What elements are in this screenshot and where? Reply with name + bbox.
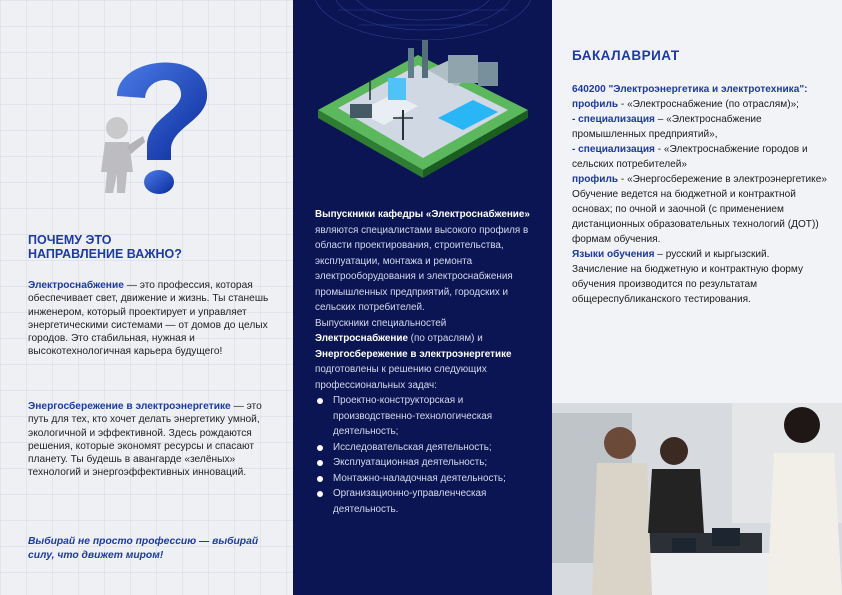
profile-text: - «Энергосбережение в электроэнергетике» [618,174,827,185]
title-line-2: НАПРАВЛЕНИЕ ВАЖНО? [28,247,182,261]
left-panel [0,0,293,595]
text-energy-saving: — это путь для тех, кто хочет делать энергетику умной, экологичной и эффективной. Здесь рождаются решения, которые экономят ресурсы и спасают планету. Ты будешь в авангарде «зелёных» технологий и энергоэффективных инноваций. [28,401,262,479]
specialization-label: - специализация [572,114,655,125]
languages-label: Языки обучения [572,249,655,260]
list-item: Организационно-управленческая деятельность. [315,486,537,517]
specialization-text: – «Электроснабжение промышленных предприятий», [572,114,762,140]
grad-spec-2: Энергосбережение в электроэнергетике [315,348,512,360]
tasks-list [315,393,537,517]
graduates-text [315,207,537,517]
profile-text: - «Электроснабжение (по отраслям)»; [618,99,799,110]
grad-lead: Выпускники специальностей [315,317,447,329]
list-item: Исследовательская деятельность; [315,440,537,456]
grad-spec-1: Электроснабжение [315,333,408,344]
profile-label: профиль [572,99,619,110]
term-energy-saving: Энергосбережение в электроэнергетике [28,401,231,412]
list-item: Эксплуатационная деятельность; [315,455,537,471]
text-power-supply: — это профессия, которая обеспечивает свет, движение и жизнь. Ты станешь инженером, который проектирует и управляет энергетическими системами — от домов до целых городов. Это стабильная, нужная и высокотехнологичная карьера будущего! [28,280,269,358]
grad-tail: подготовлены к решению следующих профессиональных задач: [315,364,487,391]
intro-bold: Выпускники кафедры «Электроснабжение» [315,209,530,220]
middle-panel [293,0,552,595]
paragraph-energy-saving [28,400,273,480]
students-lab-photo [552,403,842,595]
term-power-supply: Электроснабжение [28,280,124,291]
right-panel [552,0,842,595]
section-title [28,233,268,261]
languages-text: – русский и кыргызский. [654,249,770,260]
bachelor-info [572,82,830,307]
program-code: 640200 "Электроэнергетика и электротехника": [572,84,808,95]
profile-label: профиль [572,174,619,185]
title-line-1: ПОЧЕМУ ЭТО [28,233,112,247]
slogan: Выбирай не просто профессию — выбирай силу, что движет миром! [28,536,259,561]
paragraph-power-supply [28,279,273,359]
question-figure-illustration [95,48,225,198]
list-item: Проектно-конструкторская и производственно-технологическая деятельность; [315,393,537,440]
power-plant-illustration [298,0,548,200]
intro-text: являются специалистами высокого профиля в области проектирования, строительства, эксплуатации, монтажа и ремонта электрооборудования и электроснабжения промышленных предприятий, городских и сельских потребителей. [315,224,529,313]
study-forms: Обучение ведется на бюджетной и контрактной основах; по очной и заочной (с применением дистанционных образовательных технологий (ДОТ)) формам обучения. [572,189,819,245]
list-item: Монтажно-наладочная деятельность; [315,471,537,487]
enrollment-text: Зачисление на бюджетную и контрактную форму обучения производится по результатам общереспубликанского тестирования. [572,264,804,305]
specialization-label: - специализация [572,144,655,155]
specialization-text: - «Электроснабжение городов и сельских потребителей» [572,144,808,170]
bachelor-title: БАКАЛАВРИАТ [572,48,680,63]
grad-mid: (по отраслям) и [407,333,483,344]
